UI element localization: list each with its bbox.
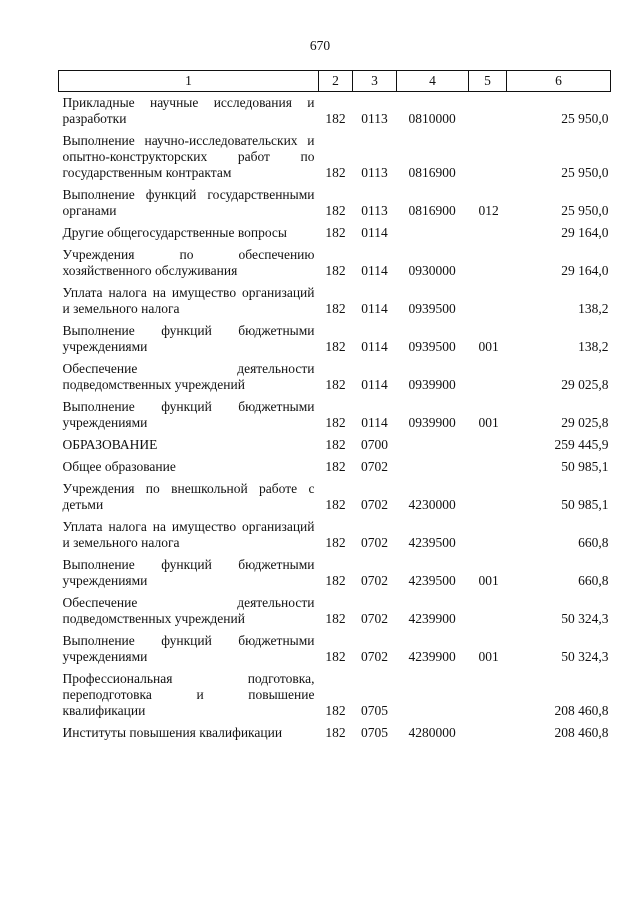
row-amount: 208 460,8: [554, 725, 609, 740]
row-expense-type: 001: [478, 415, 499, 430]
row-expense-type: [469, 358, 507, 396]
table-row: [59, 92, 611, 131]
row-chapter-code: 182: [325, 203, 346, 218]
row-amount: 50 324,3: [561, 611, 609, 626]
row-section-code: 0113: [361, 111, 388, 126]
row-section-code: 0700: [361, 437, 388, 452]
row-amount: 259 445,9: [554, 437, 609, 452]
row-chapter-code: 182: [325, 573, 346, 588]
table-row: [59, 630, 611, 668]
row-target-code: 0810000: [408, 111, 456, 126]
row-amount: 660,8: [578, 573, 609, 588]
table-row: [59, 130, 611, 184]
row-target-code: 0816900: [408, 165, 456, 180]
row-section-code: 0705: [361, 725, 388, 740]
row-amount: 138,2: [578, 301, 609, 316]
row-expense-type: [469, 478, 507, 516]
table-row: [59, 434, 611, 456]
row-section-code: 0114: [361, 225, 388, 240]
row-section-code: 0114: [361, 263, 388, 278]
row-chapter-code: 182: [325, 649, 346, 664]
row-amount: 50 324,3: [561, 649, 609, 664]
row-target-code: [397, 456, 469, 478]
row-target-code: [397, 222, 469, 244]
row-name: Прикладные научные исследования и разработки: [62, 95, 315, 126]
row-expense-type: 001: [478, 649, 499, 664]
table-row: [59, 320, 611, 358]
row-name: Другие общегосударственные вопросы: [62, 225, 287, 240]
row-amount: 25 950,0: [561, 165, 609, 180]
row-expense-type: [469, 222, 507, 244]
header-col-5: 5: [469, 71, 507, 92]
row-target-code: 4239900: [408, 611, 456, 626]
row-name: Обеспечение деятельности подведомственных учреждений: [62, 595, 315, 626]
header-col-3: 3: [353, 71, 397, 92]
row-name: Выполнение функций бюджетными учреждениями: [62, 323, 315, 354]
row-expense-type: [469, 92, 507, 131]
row-name: Институты повышения квалификации: [62, 725, 283, 740]
row-chapter-code: 182: [325, 415, 346, 430]
row-section-code: 0702: [361, 611, 388, 626]
row-section-code: 0702: [361, 535, 388, 550]
row-chapter-code: 182: [325, 339, 346, 354]
header-col-1: 1: [59, 71, 319, 92]
row-chapter-code: 182: [325, 111, 346, 126]
row-target-code: 4230000: [408, 497, 456, 512]
row-name: Уплата налога на имущество организаций и земельного налога: [62, 519, 315, 550]
table-row: [59, 478, 611, 516]
row-expense-type: [469, 592, 507, 630]
table-row: [59, 456, 611, 478]
row-name: Учреждения по обеспечению хозяйственного обслуживания: [62, 247, 315, 278]
row-target-code: 4239500: [408, 535, 456, 550]
row-section-code: 0114: [361, 377, 388, 392]
row-chapter-code: 182: [325, 725, 346, 740]
row-amount: 25 950,0: [561, 111, 609, 126]
row-amount: 29 025,8: [561, 377, 609, 392]
row-amount: 29 164,0: [561, 263, 609, 278]
row-expense-type: [469, 244, 507, 282]
row-section-code: 0705: [361, 703, 388, 718]
row-target-code: 0939900: [408, 415, 456, 430]
row-section-code: 0702: [361, 459, 388, 474]
row-name: Выполнение функций государственными органами: [62, 187, 315, 218]
row-section-code: 0114: [361, 339, 388, 354]
row-section-code: 0113: [361, 203, 388, 218]
row-section-code: 0114: [361, 301, 388, 316]
row-chapter-code: 182: [325, 377, 346, 392]
row-expense-type: [469, 516, 507, 554]
header-row: [59, 71, 611, 92]
row-amount: 50 985,1: [561, 497, 609, 512]
page-number: 670: [309, 38, 331, 53]
table-row: [59, 282, 611, 320]
row-target-code: 0939900: [408, 377, 456, 392]
header-col-6: 6: [507, 71, 611, 92]
row-target-code: [397, 434, 469, 456]
table-row: [59, 516, 611, 554]
table-row: [59, 184, 611, 222]
row-name: Выполнение функций бюджетными учреждениями: [62, 633, 315, 664]
row-chapter-code: 182: [325, 263, 346, 278]
row-target-code: [397, 668, 469, 722]
row-chapter-code: 182: [325, 535, 346, 550]
row-name: ОБРАЗОВАНИЕ: [62, 437, 158, 452]
row-expense-type: [469, 722, 507, 744]
row-amount: 208 460,8: [554, 703, 609, 718]
row-target-code: 4239500: [408, 573, 456, 588]
row-section-code: 0702: [361, 649, 388, 664]
row-target-code: 0939500: [408, 301, 456, 316]
row-expense-type: 001: [478, 573, 499, 588]
row-chapter-code: 182: [325, 225, 346, 240]
row-amount: 29 164,0: [561, 225, 609, 240]
row-expense-type: [469, 282, 507, 320]
row-name: Обеспечение деятельности подведомственных учреждений: [62, 361, 315, 392]
table-row: [59, 722, 611, 744]
row-amount: 660,8: [578, 535, 609, 550]
table-row: [59, 244, 611, 282]
row-name: Общее образование: [62, 459, 176, 474]
table-row: [59, 222, 611, 244]
row-expense-type: [469, 456, 507, 478]
row-name: Профессиональная подготовка, переподготовка и повышение квалификации: [62, 671, 315, 718]
row-chapter-code: 182: [325, 437, 346, 452]
row-amount: 29 025,8: [561, 415, 609, 430]
budget-table: [58, 70, 611, 744]
row-expense-type: 001: [478, 339, 499, 354]
row-amount: 25 950,0: [561, 203, 609, 218]
row-name: Уплата налога на имущество организаций и земельного налога: [62, 285, 315, 316]
header-col-4: 4: [397, 71, 469, 92]
header-col-2: 2: [319, 71, 353, 92]
table-row: [59, 668, 611, 722]
row-expense-type: [469, 130, 507, 184]
row-chapter-code: 182: [325, 611, 346, 626]
row-name: Выполнение функций бюджетными учреждениями: [62, 399, 315, 430]
row-chapter-code: 182: [325, 165, 346, 180]
row-target-code: 4280000: [408, 725, 456, 740]
row-name: Учреждения по внешкольной работе с детьми: [62, 481, 315, 512]
table-row: [59, 592, 611, 630]
row-name: Выполнение функций бюджетными учреждениями: [62, 557, 315, 588]
table-body: [59, 92, 611, 745]
row-name: Выполнение научно-исследовательских и опытно-конструкторских работ по государственным контрактам: [62, 133, 315, 180]
row-amount: 50 985,1: [561, 459, 609, 474]
row-expense-type: [469, 668, 507, 722]
row-chapter-code: 182: [325, 301, 346, 316]
row-section-code: 0702: [361, 497, 388, 512]
row-expense-type: 012: [478, 203, 499, 218]
row-chapter-code: 182: [325, 497, 346, 512]
row-chapter-code: 182: [325, 703, 346, 718]
table-row: [59, 396, 611, 434]
table-row: [59, 358, 611, 396]
row-section-code: 0114: [361, 415, 388, 430]
table-header: [59, 71, 611, 92]
row-expense-type: [469, 434, 507, 456]
row-section-code: 0702: [361, 573, 388, 588]
row-target-code: 0816900: [408, 203, 456, 218]
row-chapter-code: 182: [325, 459, 346, 474]
row-target-code: 0939500: [408, 339, 456, 354]
row-section-code: 0113: [361, 165, 388, 180]
row-target-code: 4239900: [408, 649, 456, 664]
row-amount: 138,2: [578, 339, 609, 354]
table-row: [59, 554, 611, 592]
row-target-code: 0930000: [408, 263, 456, 278]
